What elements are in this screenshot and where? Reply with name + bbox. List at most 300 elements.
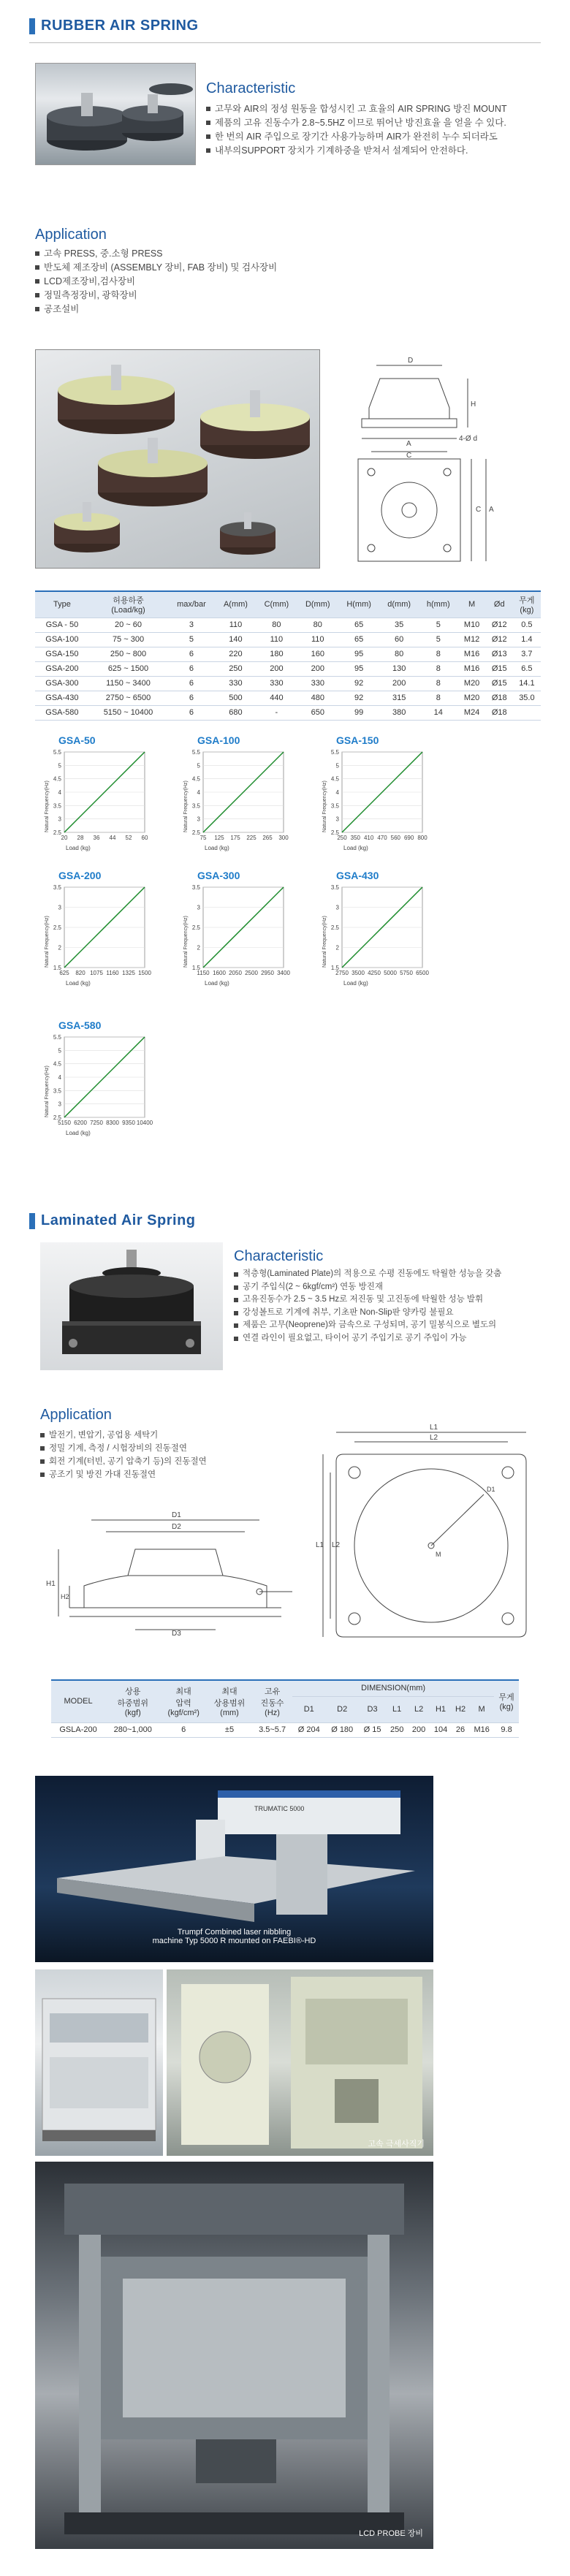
y-tick-label: 3	[335, 904, 339, 911]
list-item: 고속 PRESS, 중.소형 PRESS	[35, 247, 400, 261]
table-cell: 1.4	[513, 632, 541, 647]
y-axis-label: Natural Frequency(Hz)	[183, 780, 189, 832]
table-cell: M12	[458, 632, 486, 647]
x-tick-label: 75	[200, 835, 207, 841]
table-row	[35, 618, 541, 632]
list-item: LCD제조장비,검사장비	[35, 275, 400, 289]
y-tick-label: 3.5	[330, 884, 339, 891]
chart-svg	[313, 881, 444, 998]
table-row	[35, 661, 541, 676]
x-axis-label: Load (kg)	[66, 980, 91, 987]
table-cell: 92	[338, 676, 379, 691]
table-cell: ±5	[207, 1722, 252, 1737]
table-cell: 140	[216, 632, 256, 647]
characteristic-title: Characteristic	[206, 80, 296, 96]
characteristic-list	[234, 1268, 548, 1345]
section-title: RUBBER AIR SPRING	[41, 18, 199, 34]
table-cell: 35.0	[513, 691, 541, 705]
y-axis-label: Natural Frequency(Hz)	[322, 780, 327, 832]
y-axis-label: Natural Frequency(Hz)	[45, 916, 50, 968]
table-cell: GSA-430	[35, 691, 89, 705]
col-hsmall: h(mm)	[419, 591, 458, 618]
table-cell: Ø18	[486, 691, 513, 705]
application-title: Application	[35, 227, 107, 243]
chart-title: GSA-150	[336, 734, 379, 746]
y-tick-label: 2.5	[191, 924, 200, 931]
x-tick-label: 28	[77, 835, 84, 841]
product-photo	[35, 63, 196, 165]
x-tick-label: 6200	[74, 1120, 87, 1126]
table-cell: M16	[469, 1722, 494, 1737]
x-tick-label: 2500	[245, 970, 258, 976]
table-cell: 8	[419, 691, 458, 705]
table-cell: 8	[419, 676, 458, 691]
x-tick-label: 560	[390, 835, 401, 841]
table-cell: GSA-580	[35, 705, 89, 720]
col-a: A(mm)	[216, 591, 256, 618]
y-tick-label: 1.5	[330, 965, 339, 971]
top-drawing	[314, 1421, 548, 1641]
x-tick-label: 5000	[384, 970, 397, 976]
x-tick-label: 250	[337, 835, 347, 841]
y-tick-label: 3.5	[53, 802, 61, 810]
table-row	[51, 1722, 519, 1737]
y-tick-label: 5	[197, 762, 200, 770]
chart-0	[35, 734, 167, 866]
y-tick-label: 3	[197, 904, 200, 911]
table-cell: M16	[458, 647, 486, 661]
table-cell: 160	[297, 647, 338, 661]
x-tick-label: 10400	[136, 1120, 153, 1126]
factory-illustration	[35, 1969, 163, 2156]
dimension-drawing	[343, 349, 541, 569]
y-tick-label: 2	[335, 944, 339, 951]
x-tick-label: 225	[246, 835, 256, 841]
dim-h2-label: H2	[61, 1593, 69, 1600]
y-tick-label: 3	[335, 816, 339, 823]
section-marker	[29, 1213, 35, 1229]
x-axis-label: Load (kg)	[343, 980, 368, 987]
section-marker	[29, 18, 35, 34]
dim-d2-label: D2	[172, 1523, 181, 1531]
x-tick-label: 1075	[90, 970, 103, 976]
chart-svg	[35, 881, 167, 998]
rubber-spring-illustration	[36, 64, 197, 166]
table-cell: 680	[216, 705, 256, 720]
machine-photo-4	[35, 2162, 433, 2549]
x-tick-label: 36	[93, 835, 100, 841]
y-tick-label: 4.5	[53, 1060, 61, 1068]
col-h1: H1	[430, 1696, 452, 1722]
y-tick-label: 5.5	[53, 749, 61, 756]
x-tick-label: 1600	[213, 970, 226, 976]
x-tick-label: 1150	[197, 970, 210, 976]
list-item: 발전기, 변압기, 공업용 세탁기	[40, 1429, 281, 1442]
list-item: 연결 라인이 필요없고, 타이어 공기 주입기로 공기 주입이 가능	[234, 1332, 548, 1345]
chart-title: GSA-200	[58, 870, 102, 881]
table-cell: M24	[458, 705, 486, 720]
table-cell: 20 ~ 60	[89, 618, 167, 632]
characteristic-list	[206, 102, 550, 158]
dim-l2-label: L2	[430, 1434, 438, 1442]
y-tick-label: 2	[58, 944, 61, 951]
y-tick-label: 2.5	[330, 924, 339, 931]
table-cell: GSA-100	[35, 632, 89, 647]
lcd-probe-illustration	[35, 2162, 433, 2549]
table-header-row	[51, 1680, 519, 1696]
chart-4	[174, 870, 305, 1001]
chart-1	[174, 734, 305, 866]
table-cell: 6	[160, 1722, 206, 1737]
table-cell: 110	[297, 632, 338, 647]
photo-caption-3: LCD PROBE 장비	[359, 2529, 423, 2538]
x-tick-label: 20	[61, 835, 68, 841]
col-m: M	[469, 1696, 494, 1722]
table-cell: 6.5	[513, 661, 541, 676]
table-cell: 5	[419, 632, 458, 647]
table-cell: 200	[256, 661, 297, 676]
table-cell: 5	[419, 618, 458, 632]
chart-svg	[35, 746, 167, 863]
col-natural-freq: 고유 진동수 (Hz)	[252, 1680, 292, 1722]
y-tick-label: 4	[58, 1074, 61, 1081]
table-cell: Ø12	[486, 618, 513, 632]
table-cell: Ø15	[486, 661, 513, 676]
y-tick-label: 3	[58, 904, 61, 911]
dim-l1-label: L1	[430, 1424, 438, 1432]
chart-2	[313, 734, 444, 866]
x-tick-label: 6500	[416, 970, 429, 976]
table-cell: GSLA-200	[51, 1722, 105, 1737]
table-cell: 26	[452, 1722, 469, 1737]
application-list	[40, 1429, 281, 1481]
x-axis-label: Load (kg)	[66, 845, 91, 851]
table-cell: 315	[379, 691, 419, 705]
y-tick-label: 1.5	[53, 965, 61, 971]
x-tick-label: 52	[125, 835, 132, 841]
dim-h-label: H	[471, 400, 476, 409]
table-cell: 3.5~5.7	[252, 1722, 292, 1737]
chart-title: GSA-100	[197, 734, 240, 746]
weaving-machine-illustration	[167, 1969, 433, 2156]
table-cell: GSA-200	[35, 661, 89, 676]
chart-5	[313, 870, 444, 1001]
table-cell: 80	[379, 647, 419, 661]
caption-line: Trumpf Combined laser nibbling	[177, 1928, 292, 1937]
x-tick-label: 60	[141, 835, 148, 841]
x-axis-label: Load (kg)	[66, 1130, 91, 1136]
table-cell: GSA-150	[35, 647, 89, 661]
chart-title: GSA-300	[197, 870, 240, 881]
table-cell: 250	[386, 1722, 408, 1737]
table-cell: 500	[216, 691, 256, 705]
x-tick-label: 470	[377, 835, 387, 841]
list-item: 강성볼트로 기계에 취부, 기초판 Non-Slip판 양카링 불필요	[234, 1307, 548, 1320]
col-weight: 무게 (kg)	[513, 591, 541, 618]
table-cell: 60	[379, 632, 419, 647]
table-cell: 1150 ~ 3400	[89, 676, 167, 691]
table-cell: 110	[256, 632, 297, 647]
side-dimension-drawing	[40, 1505, 303, 1637]
laminated-spring-photo	[40, 1242, 223, 1370]
dim-d1-label: D1	[172, 1511, 181, 1519]
y-tick-label: 5.5	[53, 1034, 61, 1041]
x-tick-label: 1160	[106, 970, 119, 976]
y-axis-label: Natural Frequency(Hz)	[45, 1065, 50, 1117]
table-cell: 95	[338, 661, 379, 676]
table-cell: 92	[338, 691, 379, 705]
dim-h1-label: H1	[46, 1580, 56, 1588]
table-cell: 440	[256, 691, 297, 705]
machine-brand: TRUMATIC 5000	[254, 1805, 305, 1812]
col-phi: Ød	[486, 591, 513, 618]
x-tick-label: 820	[75, 970, 86, 976]
y-axis-label: Natural Frequency(Hz)	[322, 916, 327, 968]
col-h: H(mm)	[338, 591, 379, 618]
col-d1: D1	[292, 1696, 325, 1722]
table-cell: 130	[379, 661, 419, 676]
machine-photo-1	[35, 1776, 433, 1962]
divider	[29, 42, 541, 43]
y-tick-label: 2.5	[53, 829, 61, 836]
col-m: M	[458, 591, 486, 618]
table-cell: 330	[297, 676, 338, 691]
table-cell: 65	[338, 618, 379, 632]
x-tick-label: 44	[109, 835, 116, 841]
spec-table	[35, 590, 541, 721]
y-tick-label: 2.5	[53, 1114, 61, 1121]
spec-table-2	[51, 1679, 519, 1738]
list-item: 정밀측정장비, 광학장비	[35, 289, 400, 303]
y-tick-label: 4.5	[53, 775, 61, 783]
y-tick-label: 1.5	[191, 965, 200, 971]
list-item: 내부의SUPPORT 장치가 기계하중을 받쳐서 설계되어 안전하다.	[206, 144, 550, 158]
product-group-photo	[35, 349, 320, 569]
x-tick-label: 2950	[261, 970, 274, 976]
table-cell: 6	[167, 647, 216, 661]
x-tick-label: 300	[278, 835, 289, 841]
dim-c-side-label: C	[476, 506, 482, 514]
table-cell: 2750 ~ 6500	[89, 691, 167, 705]
col-c: C(mm)	[256, 591, 297, 618]
table-row	[35, 691, 541, 705]
table-cell: 200	[408, 1722, 430, 1737]
col-max-range: 최대 상용범위 (mm)	[207, 1680, 252, 1722]
table-cell: 0.5	[513, 618, 541, 632]
y-tick-label: 2	[197, 944, 200, 951]
dim-d1-top-label: D1	[487, 1486, 495, 1493]
x-axis-label: Load (kg)	[205, 980, 229, 987]
table-cell: 110	[216, 618, 256, 632]
table-cell: 95	[338, 647, 379, 661]
table-cell: 180	[256, 647, 297, 661]
x-tick-label: 175	[230, 835, 240, 841]
dim-m-label: M	[436, 1551, 441, 1558]
y-axis-label: Natural Frequency(Hz)	[45, 780, 50, 832]
x-tick-label: 265	[262, 835, 273, 841]
chart-svg	[313, 746, 444, 863]
table-row	[35, 647, 541, 661]
col-l1: L1	[386, 1696, 408, 1722]
chart-title: GSA-50	[58, 734, 96, 746]
photo-caption-2: 고속 극세사직기	[368, 2140, 425, 2148]
table-cell: Ø 180	[325, 1722, 358, 1737]
x-tick-label: 4250	[368, 970, 381, 976]
y-tick-label: 5.5	[191, 749, 200, 756]
x-axis-label: Load (kg)	[343, 845, 368, 851]
section-title: Laminated Air Spring	[41, 1212, 196, 1228]
chart-6	[35, 1019, 167, 1151]
y-tick-label: 3.5	[191, 884, 200, 891]
list-item: 고무와 AIR의 정성 원동을 합성시킨 고 효율의 AIR SPRING 방진 MOUNT	[206, 102, 550, 116]
x-tick-label: 7250	[90, 1120, 103, 1126]
x-tick-label: 5750	[400, 970, 413, 976]
x-tick-label: 690	[403, 835, 414, 841]
list-item: 적층형(Laminated Plate)의 적용으로 수평 진동에도 탁월한 성능을 갖춤	[234, 1268, 548, 1281]
col-l2: L2	[408, 1696, 430, 1722]
y-tick-label: 5	[335, 762, 339, 770]
x-tick-label: 8300	[106, 1120, 119, 1126]
x-tick-label: 1500	[138, 970, 151, 976]
y-tick-label: 3	[58, 816, 61, 823]
dim-a-label: A	[406, 440, 411, 448]
x-tick-label: 350	[350, 835, 361, 841]
table-cell: Ø15	[486, 676, 513, 691]
application-list	[35, 247, 400, 316]
table-cell: 250 ~ 800	[89, 647, 167, 661]
x-tick-label: 2750	[335, 970, 349, 976]
table-cell: 9.8	[494, 1722, 519, 1737]
x-tick-label: 2050	[229, 970, 242, 976]
characteristic-title: Characteristic	[234, 1248, 324, 1264]
table-cell: Ø 204	[292, 1722, 325, 1737]
table-cell: M10	[458, 618, 486, 632]
x-tick-label: 410	[363, 835, 374, 841]
chart-3	[35, 870, 167, 1001]
table-cell: 80	[297, 618, 338, 632]
y-tick-label: 3.5	[330, 802, 339, 810]
table-row	[35, 632, 541, 647]
table-cell: 6	[167, 661, 216, 676]
y-tick-label: 4	[197, 789, 200, 796]
y-axis-label: Natural Frequency(Hz)	[183, 916, 189, 968]
y-tick-label: 5	[58, 762, 61, 770]
dim-d-label: D	[408, 357, 414, 365]
col-h2: H2	[452, 1696, 469, 1722]
col-load-range: 상용 하중범위 (kgf)	[105, 1680, 160, 1722]
list-item: 제품의 고유 진동수가 2.8~5.5HZ 이므로 뛰어난 방진효율 을 얻을 수 있다.	[206, 116, 550, 130]
laminated-spring-illustration	[40, 1242, 223, 1370]
table-cell: 330	[216, 676, 256, 691]
col-weight: 무게 (kg)	[494, 1680, 519, 1722]
dim-l1-side-label: L1	[316, 1541, 324, 1549]
table-cell: 6	[167, 705, 216, 720]
side-drawing	[40, 1505, 303, 1637]
col-type: Type	[35, 591, 89, 618]
table-cell: Ø 15	[359, 1722, 386, 1737]
col-max-pressure: 최대 압력 (kgf/cm²)	[160, 1680, 206, 1722]
table-cell: 5150 ~ 10400	[89, 705, 167, 720]
rubber-springs-illustration	[36, 350, 321, 569]
list-item: 한 번의 AIR 주입으로 장기간 사용가능하며 AIR가 완전히 누수 되더라도	[206, 130, 550, 144]
table-cell: 14	[419, 705, 458, 720]
y-tick-label: 5.5	[330, 749, 339, 756]
y-tick-label: 4.5	[191, 775, 200, 783]
table-cell: 3	[167, 618, 216, 632]
list-item: 정밀 기계, 측정 / 시험장비의 진동절연	[40, 1442, 281, 1455]
table-cell: -	[256, 705, 297, 720]
list-item: 공조기 및 방진 가대 진동절연	[40, 1468, 281, 1481]
y-tick-label: 2.5	[53, 924, 61, 931]
table-cell: Ø18	[486, 705, 513, 720]
top-dimension-drawing	[314, 1421, 548, 1641]
y-tick-label: 3	[197, 816, 200, 823]
col-d3: D3	[359, 1696, 386, 1722]
table-cell: 14.1	[513, 676, 541, 691]
table-cell: Ø12	[486, 632, 513, 647]
col-dsmall: d(mm)	[379, 591, 419, 618]
col-dimension: DIMENSION(mm)	[292, 1680, 494, 1696]
table-cell: M16	[458, 661, 486, 676]
x-tick-label: 9350	[122, 1120, 135, 1126]
table-cell: 280~1,000	[105, 1722, 160, 1737]
dim-d3-label: D3	[172, 1630, 181, 1637]
table-cell: 8	[419, 661, 458, 676]
x-tick-label: 3400	[277, 970, 290, 976]
dim-l2-side-label: L2	[332, 1541, 341, 1549]
list-item: 반도체 제조장비 (ASSEMBLY 장비, FAB 장비) 및 검사장비	[35, 261, 400, 275]
y-tick-label: 4	[58, 789, 61, 796]
x-tick-label: 625	[59, 970, 69, 976]
col-d2: D2	[325, 1696, 358, 1722]
y-tick-label: 3.5	[53, 1087, 61, 1095]
table-cell: 8	[419, 647, 458, 661]
table-cell: 3.7	[513, 647, 541, 661]
table-cell: 330	[256, 676, 297, 691]
table-row	[35, 676, 541, 691]
table-cell: 625 ~ 1500	[89, 661, 167, 676]
x-tick-label: 125	[214, 835, 224, 841]
table-cell: 75 ~ 300	[89, 632, 167, 647]
y-tick-label: 5	[58, 1047, 61, 1055]
table-cell: 250	[216, 661, 256, 676]
list-item: 공기 주입식(2 ~ 6kgf/cm²) 연동 방진재	[234, 1281, 548, 1294]
col-model: MODEL	[51, 1680, 105, 1722]
y-tick-label: 3	[58, 1101, 61, 1108]
col-maxbar: max/bar	[167, 591, 216, 618]
chart-title: GSA-580	[58, 1019, 102, 1031]
table-cell: 380	[379, 705, 419, 720]
x-tick-label: 1325	[122, 970, 135, 976]
table-row	[35, 705, 541, 720]
machine-photo-3	[167, 1969, 433, 2156]
table-cell: 80	[256, 618, 297, 632]
table-cell: 6	[167, 676, 216, 691]
application-title: Application	[40, 1407, 112, 1423]
table-cell: GSA - 50	[35, 618, 89, 632]
x-tick-label: 5150	[58, 1120, 71, 1126]
table-cell: M20	[458, 691, 486, 705]
y-tick-label: 2.5	[330, 829, 339, 836]
list-item: 회전 기계(터빈, 공기 압축기 등)의 진동절연	[40, 1455, 281, 1468]
photo-caption-1	[35, 1928, 433, 1945]
table-cell: 6	[167, 691, 216, 705]
table-cell: 200	[379, 676, 419, 691]
table-cell: 99	[338, 705, 379, 720]
chart-title: GSA-430	[336, 870, 379, 881]
table-cell: 104	[430, 1722, 452, 1737]
table-cell	[513, 705, 541, 720]
